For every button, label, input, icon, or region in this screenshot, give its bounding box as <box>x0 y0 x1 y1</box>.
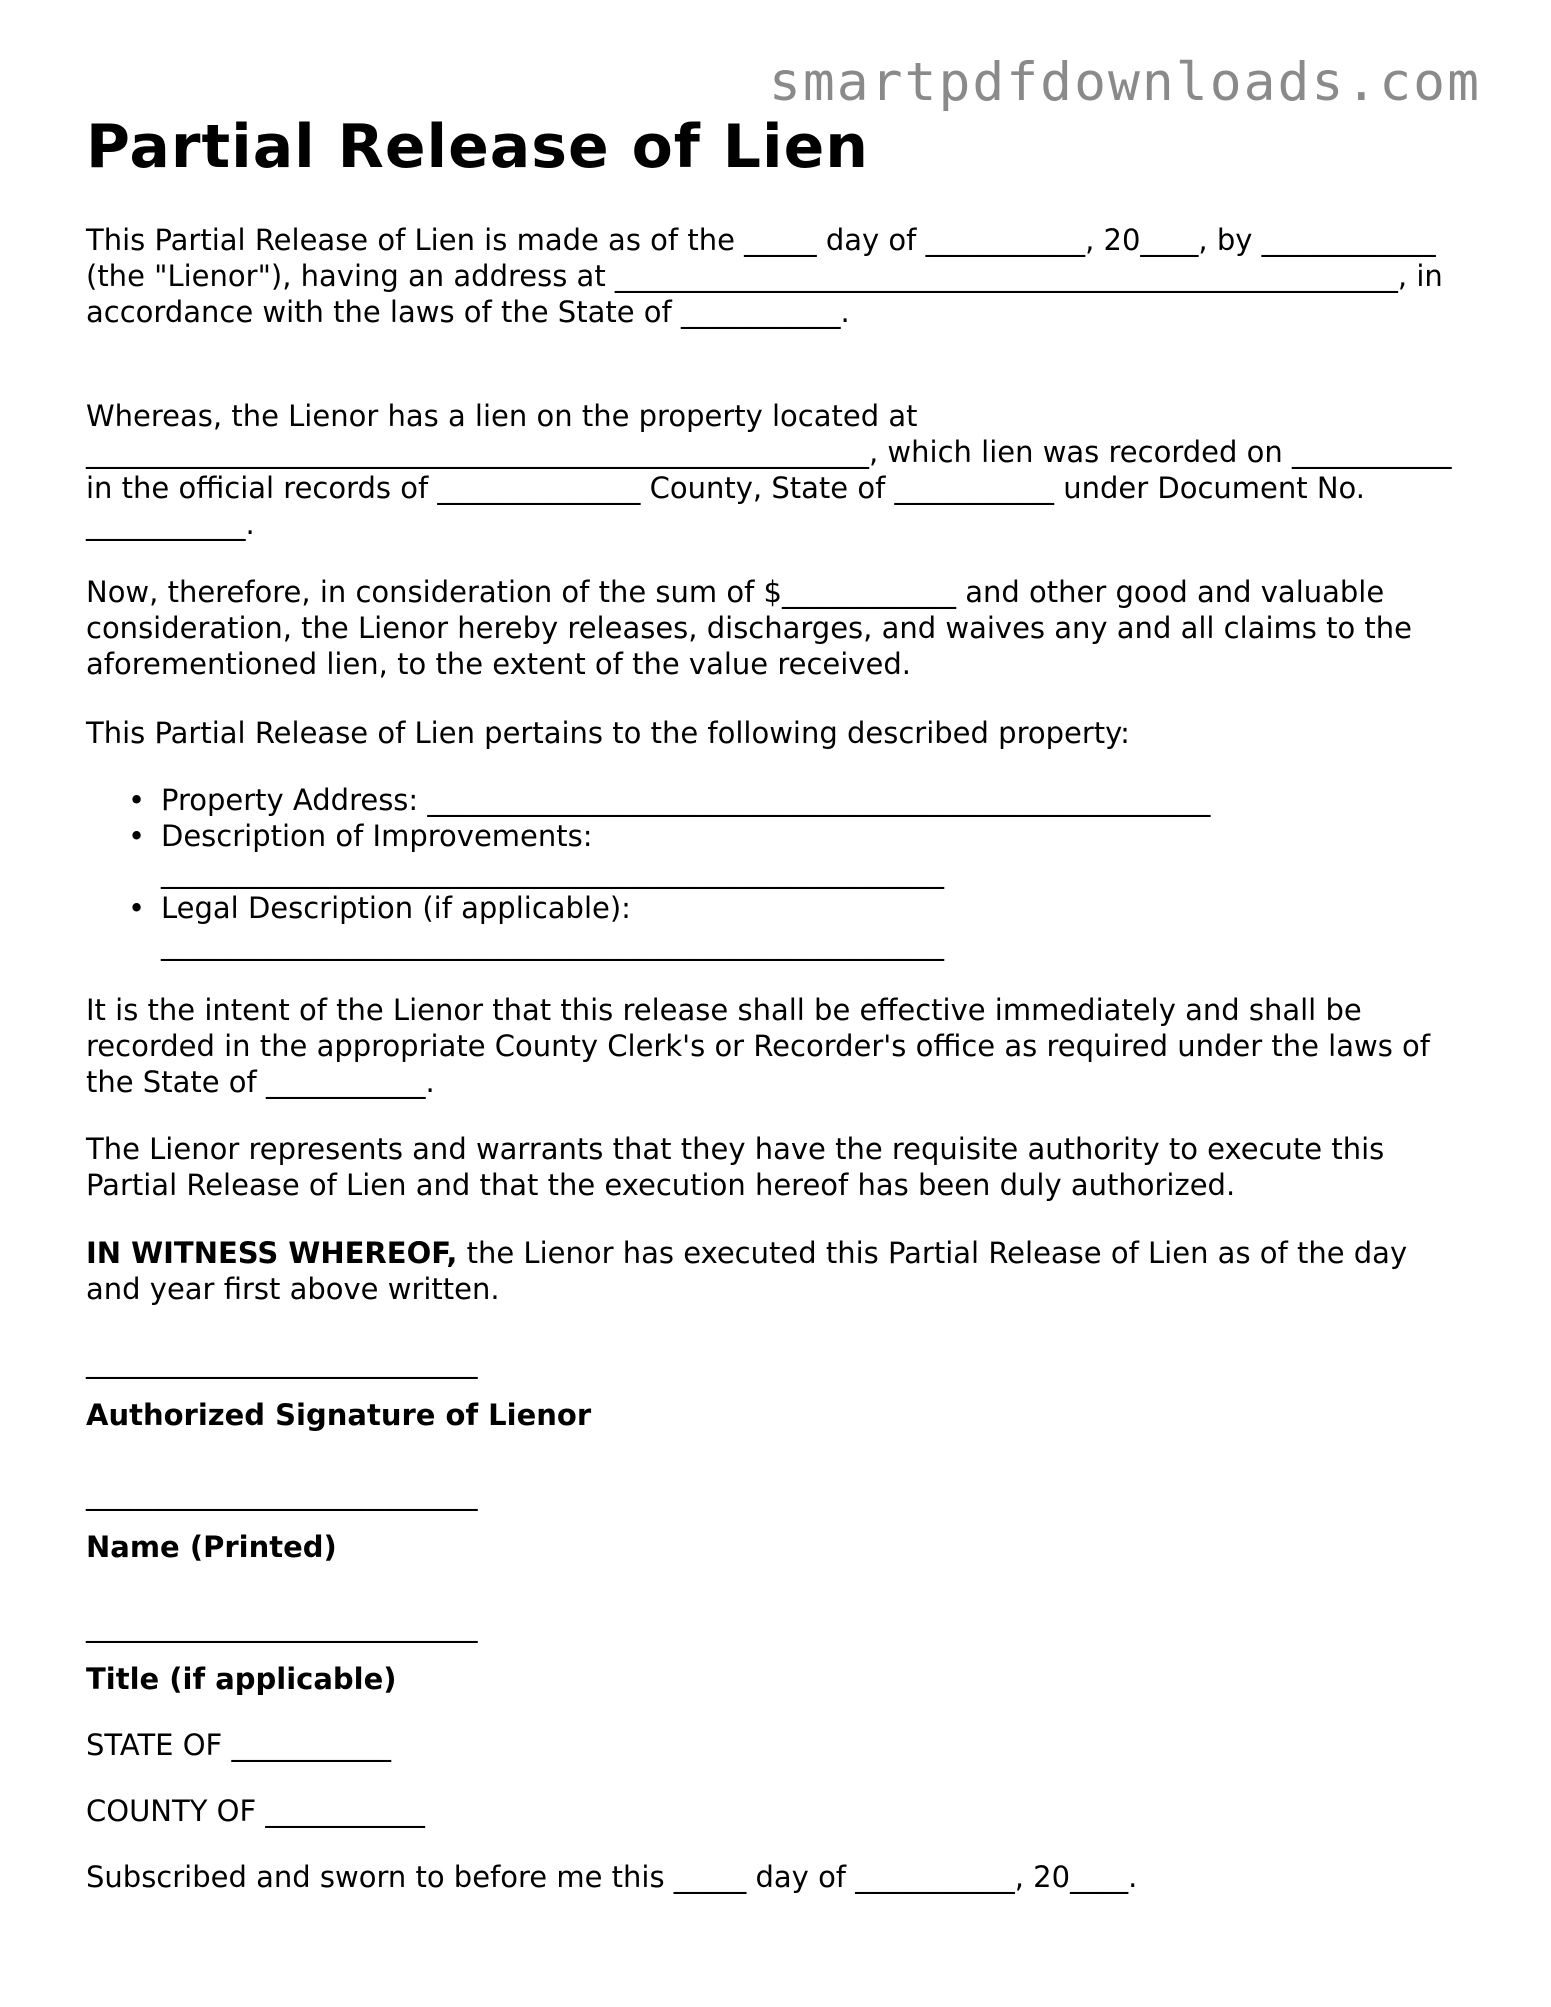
name-printed-line: ___________________________ <box>86 1477 478 1511</box>
authorized-signature-line: ___________________________ <box>86 1345 478 1379</box>
witness-text: the Lienor has executed this Partial Release of Lien as of the day and year first above written. <box>86 1236 1408 1306</box>
improvements-line: ______________________________________________________ <box>161 855 944 889</box>
witness-bold-text: IN WITNESS WHEREOF, <box>86 1236 458 1270</box>
watermark: smartpdfdownloads.com <box>768 52 1481 113</box>
property-address-item <box>86 782 1210 818</box>
witness-paragraph <box>86 1235 1466 1307</box>
notary-county: COUNTY OF ___________ <box>86 1794 425 1828</box>
legal-description-label: Legal Description (if applicable): <box>161 891 631 925</box>
property-address-label: Property Address: ______________________________________________________ <box>161 783 1211 817</box>
consideration-paragraph: Now, therefore, in consideration of the sum of $____________ and other good and valuable consideration, the Lienor hereby releases, discharges, and waives any and all claims to the aforementioned lien, to the extent of the value received. <box>86 575 1412 681</box>
pertains-paragraph: This Partial Release of Lien pertains to the following described property: <box>86 716 1130 750</box>
authorized-signature-label: Authorized Signature of Lienor <box>86 1398 592 1432</box>
improvements-label: Description of Improvements: <box>161 819 593 853</box>
title-label: Title (if applicable) <box>86 1662 397 1696</box>
legal-description-line: ______________________________________________________ <box>161 927 944 961</box>
document-title: Partial Release of Lien <box>86 112 869 182</box>
improvements-item <box>86 818 1210 890</box>
notary-state: STATE OF ___________ <box>86 1728 391 1762</box>
whereas-paragraph: Whereas, the Lienor has a lien on the property located at ______________________________________________________, which lien was recorded on ___________ in the official records of ______________ County, State of ___________ under Document No. ___________. <box>86 399 1452 541</box>
document-page <box>86 112 1466 1894</box>
intent-paragraph: It is the intent of the Lienor that this release shall be effective immediately and shall be recorded in the appropriate County Clerk's or Recorder's office as required under the laws of the State of ___________. <box>86 993 1430 1099</box>
legal-description-item <box>86 890 1210 962</box>
notary-subscribed: Subscribed and sworn to before me this _____ day of ___________, 20____. <box>86 1860 1138 1894</box>
name-printed-label: Name (Printed) <box>86 1530 337 1564</box>
intro-paragraph: This Partial Release of Lien is made as of the _____ day of ___________, 20____, by ____________ (the "Lienor"), having an address at ______________________________________________________, in accordance with the laws of the State of ___________. <box>86 223 1443 329</box>
property-list <box>86 782 1210 962</box>
represents-paragraph: The Lienor represents and warrants that they have the requisite authority to execute this Partial Release of Lien and that the execution hereof has been duly authorized. <box>86 1132 1385 1202</box>
title-line: ___________________________ <box>86 1609 478 1643</box>
